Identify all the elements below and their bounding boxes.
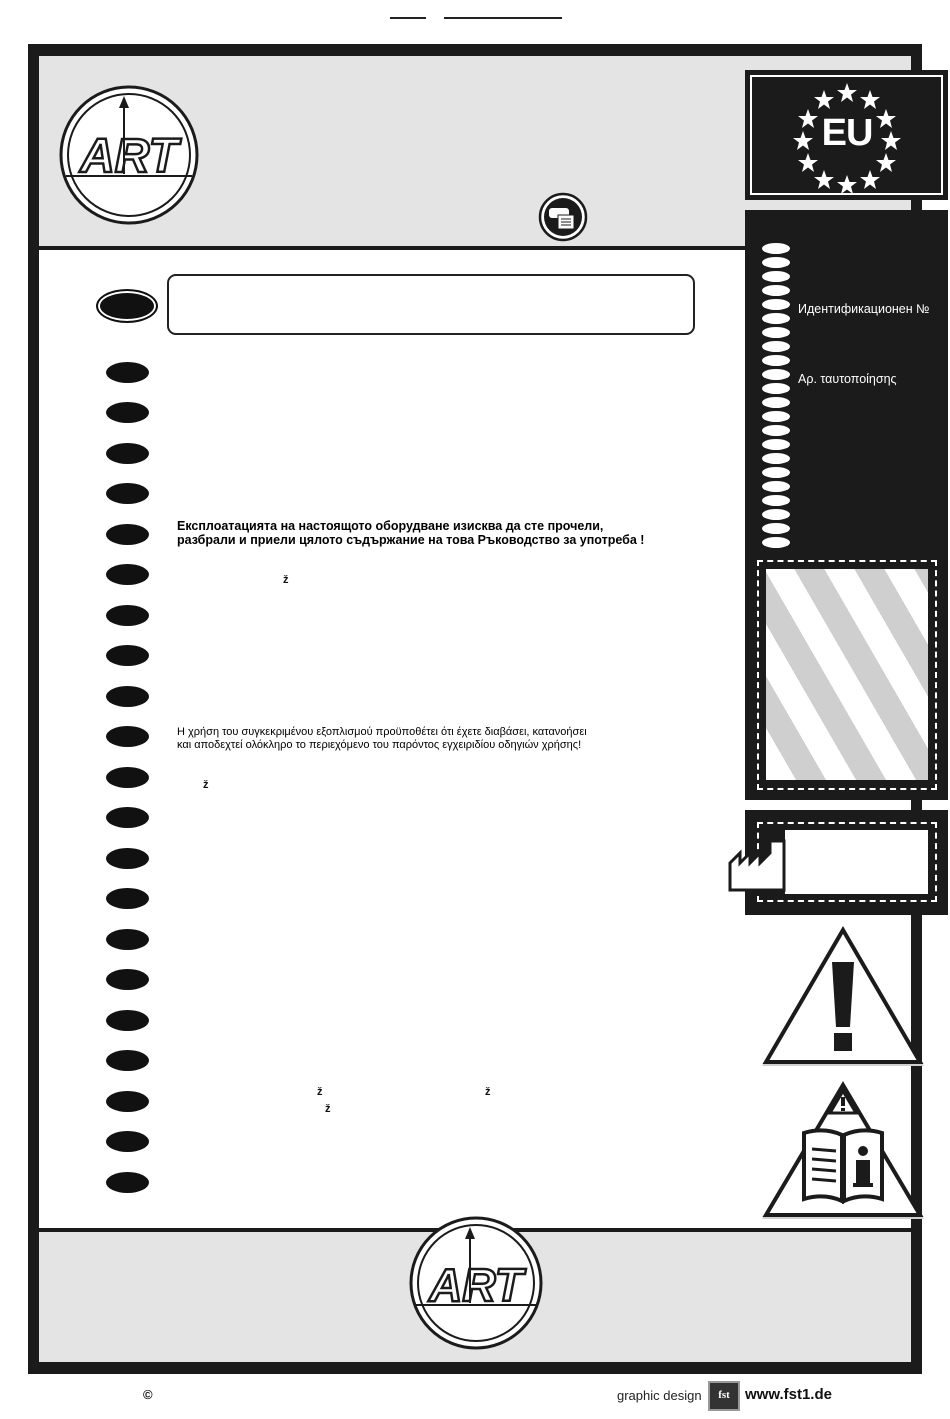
language-pill [106,402,149,423]
id-pill [762,411,790,422]
title-box [167,274,695,335]
printer-icon [538,192,588,242]
design-url[interactable]: www.fst1.de [745,1386,832,1403]
language-pill [106,888,149,909]
id-pill [762,509,790,520]
glyph: ž [203,779,209,791]
language-pill [106,483,149,504]
language-pill [106,848,149,869]
id-pill [762,523,790,534]
warning-icon [758,922,928,1070]
language-pill [106,1172,149,1193]
language-pill [106,645,149,666]
id-pill [762,243,790,254]
id-label-bg: Идентификационен № [798,302,930,316]
language-pill [106,524,149,545]
art-logo-footer-icon [408,1215,544,1351]
design-credit: graphic design [617,1388,702,1403]
art-logo-icon [58,84,200,226]
glyph: ž [325,1103,331,1115]
language-pill [106,1050,149,1071]
id-pill [762,439,790,450]
language-pill [106,969,149,990]
id-pill [762,355,790,366]
copyright: © [143,1387,153,1402]
id-pill [762,383,790,394]
fst-logo-text: fst [718,1389,730,1401]
id-pill [762,257,790,268]
id-label-el: Αρ. ταυτοποίησης [798,372,897,386]
language-pill [106,1010,149,1031]
language-pill [106,929,149,950]
warning-text-bg-line1: Експлоатацията на настоящото оборудване изисква да сте прочели, [177,519,604,533]
read-manual-icon [758,1077,928,1223]
id-pill [762,327,790,338]
language-badge-main [96,289,158,323]
id-pill [762,299,790,310]
language-pill [106,726,149,747]
id-pill [762,495,790,506]
serial-plate [766,569,928,780]
language-pill [106,686,149,707]
id-pill [762,271,790,282]
language-pill [106,443,149,464]
glyph: ž [283,574,289,586]
language-pill [106,1131,149,1152]
id-pill [762,397,790,408]
top-rule [390,17,426,19]
language-pill [106,362,149,383]
factory-icon [727,835,789,893]
id-pill [762,453,790,464]
warning-text-el-line1: Η χρήση του συγκεκριμένου εξοπλισμού προϋποθέτει ότι έχετε διαβάσει, κατανοήσει [177,726,587,738]
glyph: ž [485,1086,491,1098]
id-pill [762,369,790,380]
id-pill [762,537,790,548]
id-pill [762,467,790,478]
id-pill [762,341,790,352]
svg-text:ART: ART [429,1259,523,1311]
id-pill [762,425,790,436]
id-pill [762,481,790,492]
fst-logo-icon [708,1381,740,1411]
language-pill [106,767,149,788]
warning-text-bg-line2: разбрали и приели цялото съдържание на това Ръководство за употреба ! [177,533,645,547]
eu-label: EU [821,112,873,154]
language-pill [106,1091,149,1112]
id-pill [762,313,790,324]
language-pill [106,807,149,828]
glyph: ž [317,1086,323,1098]
top-rule [444,17,562,19]
language-pill [106,605,149,626]
manufacturer-box [785,830,928,894]
id-pill [762,285,790,296]
svg-text:ART: ART [80,130,178,183]
language-pill [106,564,149,585]
warning-text-el-line2: και αποδεχτεί ολόκληρο το περιεχόμενο του παρόντος εγχειριδίου οδηγιών χρήσης! [177,739,582,751]
